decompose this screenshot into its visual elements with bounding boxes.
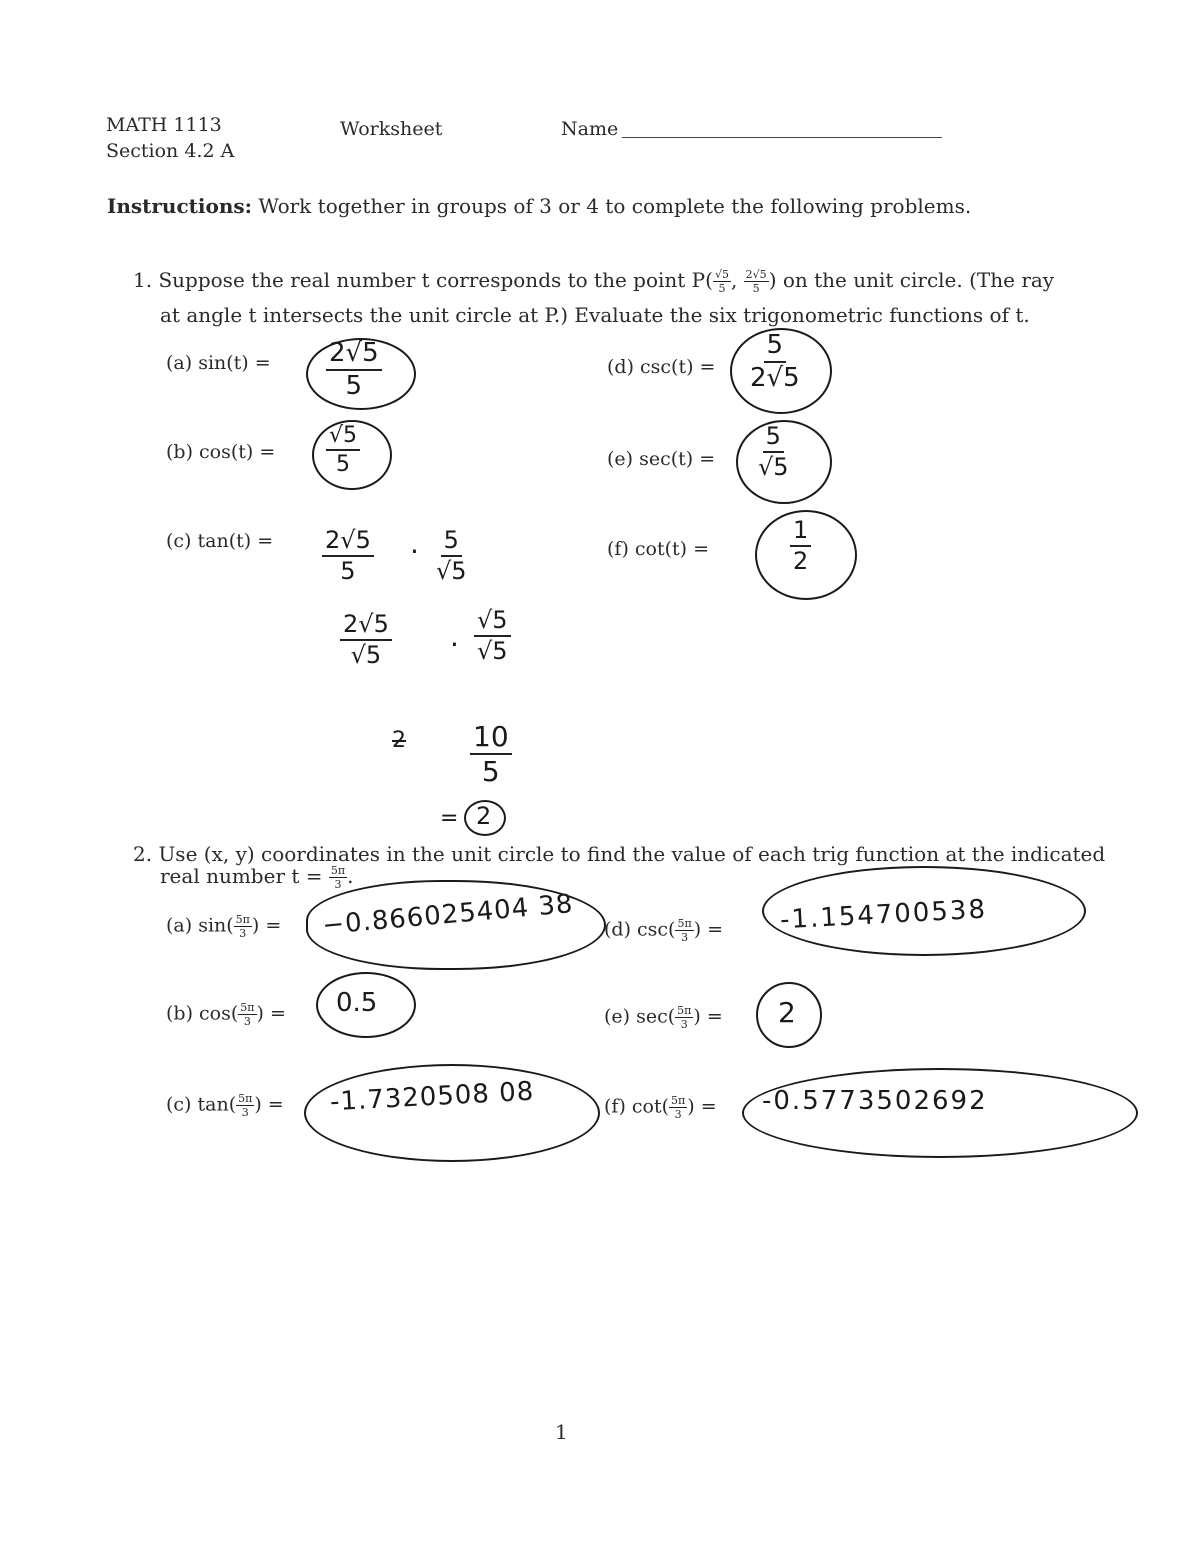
- p2-label-cos: (b) cos( $\frac{5\pi}{3}$ ) =: [166, 1001, 286, 1028]
- p1-answer-cos: $\frac{√5}{5}$: [326, 424, 360, 476]
- tan-work-dot: ·: [450, 628, 459, 661]
- instructions-label: Instructions:: [107, 194, 253, 218]
- tan-work-frac: $\frac{2√5}{√5}$: [340, 612, 392, 668]
- problem2-number: 2.: [133, 842, 153, 866]
- p1-answer-cot: $\frac{1}{2}$: [790, 518, 811, 574]
- p2-answer-sin: −0.866025404 38: [321, 889, 575, 941]
- instructions: [107, 194, 971, 218]
- p2-answer-sec: 2: [778, 996, 796, 1029]
- problem1-number: 1.: [133, 268, 153, 292]
- worksheet-label: Worksheet: [340, 118, 443, 140]
- tan-work-dot: ·: [410, 535, 419, 568]
- p1-answer-csc: $\frac{5}{2√5}$: [750, 330, 800, 394]
- tan-result-equals: =: [440, 806, 459, 831]
- p1-answer-sec: $\frac{5}{√5}$: [758, 422, 789, 482]
- page-number: 1: [555, 1420, 568, 1444]
- tan-work-crossed: 2: [392, 728, 406, 753]
- p2-answer-tan: -1.7320508 08: [329, 1076, 535, 1118]
- problem1-line1: 1. Suppose the real number t corresponds to the point P( $\frac{√5}{5}$ , $\frac{2√5}{5}$ ) on the unit circle. (The ray: [133, 268, 1055, 295]
- p2-label-sin: (a) sin( $\frac{5\pi}{3}$ ) =: [166, 913, 282, 940]
- point-y: $\frac{2√5}{5}$: [745, 268, 767, 295]
- p2-answer-csc: -1.154700538: [779, 894, 988, 936]
- problem2-line1: [133, 842, 1105, 866]
- instructions-text: Work together in groups of 3 or 4 to complete the following problems.: [258, 194, 972, 218]
- problem2-line2: real number t = $\frac{5\pi}{3}$ .: [160, 864, 354, 891]
- p1-answer-sin: $\frac{2√5}{5}$: [326, 340, 382, 401]
- p1-label-sin: (a) sin(t) =: [166, 352, 271, 374]
- name-label: Name: [561, 118, 619, 140]
- p2-answer-cos: 0.5: [336, 988, 378, 1018]
- p1-answer-tan: 2: [476, 802, 492, 830]
- name-field[interactable]: [622, 137, 942, 138]
- p1-label-sec: (e) sec(t) =: [607, 448, 716, 470]
- tan-work-frac: $\frac{5}{√5}$: [436, 526, 467, 586]
- tan-work-frac: $\frac{2√5}{5}$: [322, 528, 374, 584]
- problem1-text-a: Suppose the real number t corresponds to the point P(: [158, 268, 713, 292]
- p1-label-cot: (f) cot(t) =: [607, 538, 710, 560]
- point-x: $\frac{√5}{5}$: [714, 268, 729, 295]
- p1-label-csc: (d) csc(t) =: [607, 356, 716, 378]
- p2-label-cot: (f) cot( $\frac{5\pi}{3}$ ) =: [604, 1094, 717, 1121]
- p2-label-tan: (c) tan( $\frac{5\pi}{3}$ ) =: [166, 1092, 284, 1119]
- problem1-line2: at angle t intersects the unit circle at P.) Evaluate the six trigonometric functions of t.: [160, 303, 1030, 327]
- t-value: $\frac{5\pi}{3}$: [330, 864, 346, 891]
- problem1-text-b: ) on the unit circle. (The ray: [768, 268, 1055, 292]
- p1-label-tan: (c) tan(t) =: [166, 530, 274, 552]
- p2-answer-cot: -0.5773502692: [762, 1086, 988, 1116]
- p2-label-csc: (d) csc( $\frac{5\pi}{3}$ ) =: [604, 917, 724, 944]
- p2-label-sec: (e) sec( $\frac{5\pi}{3}$ ) =: [604, 1004, 723, 1031]
- tan-work-frac: $\frac{√5}{√5}$: [474, 608, 511, 664]
- section-label: Section 4.2 A: [106, 140, 235, 162]
- problem2-text: Use (x, y) coordinates in the unit circle to find the value of each trig function at the indicated: [158, 842, 1106, 866]
- tan-work-frac: $\frac{10}{5}$: [470, 722, 512, 787]
- p1-label-cos: (b) cos(t) =: [166, 441, 276, 463]
- course-code: MATH 1113: [106, 114, 222, 136]
